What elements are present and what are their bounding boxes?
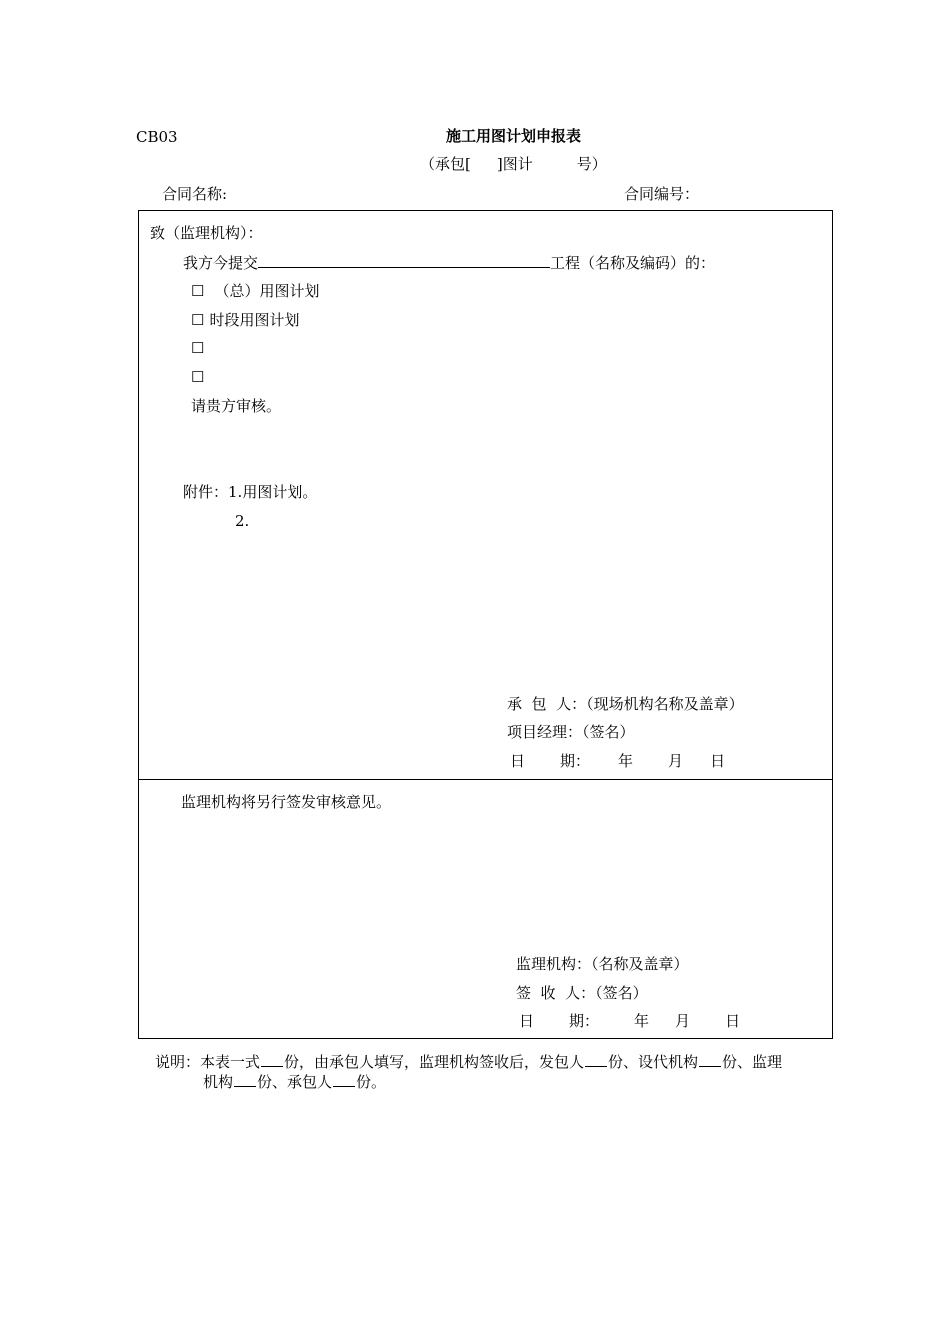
option-total-plan[interactable] xyxy=(191,282,319,300)
addressee: 致（监理机构）： xyxy=(150,224,263,242)
supervisor-opinion: 监理机构将另行签发审核意见。 xyxy=(181,793,392,811)
note-line-1 xyxy=(155,1052,782,1071)
copies-blank[interactable] xyxy=(234,1072,256,1087)
attachment-2: 2. xyxy=(235,512,250,530)
number-suffix: 号） xyxy=(576,155,607,173)
option-blank-1[interactable] xyxy=(191,339,204,357)
supervisor-label: 监理机构： xyxy=(516,955,592,973)
submit-prefix: 我方今提交 xyxy=(183,254,259,272)
note-text: 份。 xyxy=(356,1073,387,1091)
day-label: 日 xyxy=(710,752,726,770)
copies-blank[interactable] xyxy=(699,1052,721,1067)
note-text: 机构 xyxy=(203,1073,234,1091)
supervisor-section xyxy=(138,779,833,1039)
copies-blank[interactable] xyxy=(333,1072,355,1087)
note-line-2 xyxy=(203,1072,386,1091)
year-label: 年 xyxy=(618,752,634,770)
form-code: CB03 xyxy=(136,128,178,146)
supervisor-line xyxy=(516,955,689,973)
option-blank-2[interactable] xyxy=(191,368,204,386)
attachment-label: 附件： xyxy=(183,483,229,501)
contract-name-label: 合同名称: xyxy=(162,185,228,203)
month-label: 月 xyxy=(675,1012,691,1030)
number-line xyxy=(420,155,607,173)
date-label: 日 xyxy=(510,752,526,770)
number-middle: ]图计 xyxy=(496,155,533,173)
note-text: 份，由承包人填写，监理机构签收后，发包人 xyxy=(284,1053,585,1071)
manager-label: 项目经理： xyxy=(507,723,583,741)
supervisor-value: （名称及盖章） xyxy=(591,955,689,973)
receive-date-line xyxy=(519,1012,740,1030)
manager-value: （签名） xyxy=(582,723,635,741)
note-text: 份、设代机构 xyxy=(608,1053,699,1071)
checkbox[interactable]: ☐ xyxy=(191,339,205,357)
receiver-value: （签名） xyxy=(595,984,648,1002)
checkbox[interactable]: ☐ xyxy=(191,368,205,386)
option-period-plan[interactable] xyxy=(191,311,299,329)
contract-number-label: 合同编号： xyxy=(624,185,700,203)
receiver-line xyxy=(516,984,648,1002)
attachment-line-1 xyxy=(183,483,317,501)
contractor-value: （现场机构名称及盖章） xyxy=(586,695,744,713)
note-text: 说明：本表一式 xyxy=(155,1053,261,1071)
month-label: 月 xyxy=(668,752,684,770)
option-label: （总）用图计划 xyxy=(214,282,320,300)
number-prefix: （承包[ xyxy=(420,155,471,173)
note-text: 份、承包人 xyxy=(257,1073,333,1091)
year-label: 年 xyxy=(634,1012,650,1030)
copies-blank[interactable] xyxy=(261,1052,283,1067)
note-text: 份、监理 xyxy=(722,1053,783,1071)
date-label-2: 期： xyxy=(560,752,591,770)
submit-suffix: 工程（名称及编码）的： xyxy=(550,254,716,272)
checkbox[interactable]: ☐ xyxy=(191,282,205,300)
copies-blank[interactable] xyxy=(585,1052,607,1067)
contractor-line xyxy=(507,695,744,713)
checkbox[interactable]: ☐ xyxy=(191,311,205,329)
option-label: 时段用图计划 xyxy=(209,311,300,329)
request-review: 请贵方审核。 xyxy=(191,397,282,415)
submit-line xyxy=(183,253,715,272)
date-label-2: 期： xyxy=(569,1012,600,1030)
page-title: 施工用图计划申报表 xyxy=(446,127,582,145)
date-label: 日 xyxy=(519,1012,535,1030)
attachment-1: 1.用图计划。 xyxy=(228,483,318,501)
manager-line xyxy=(507,723,635,741)
date-line xyxy=(510,752,725,770)
day-label: 日 xyxy=(725,1012,741,1030)
contractor-label: 承 包 人： xyxy=(507,695,587,713)
project-name-field[interactable] xyxy=(258,253,550,268)
receiver-label: 签 收 人： xyxy=(516,984,596,1002)
